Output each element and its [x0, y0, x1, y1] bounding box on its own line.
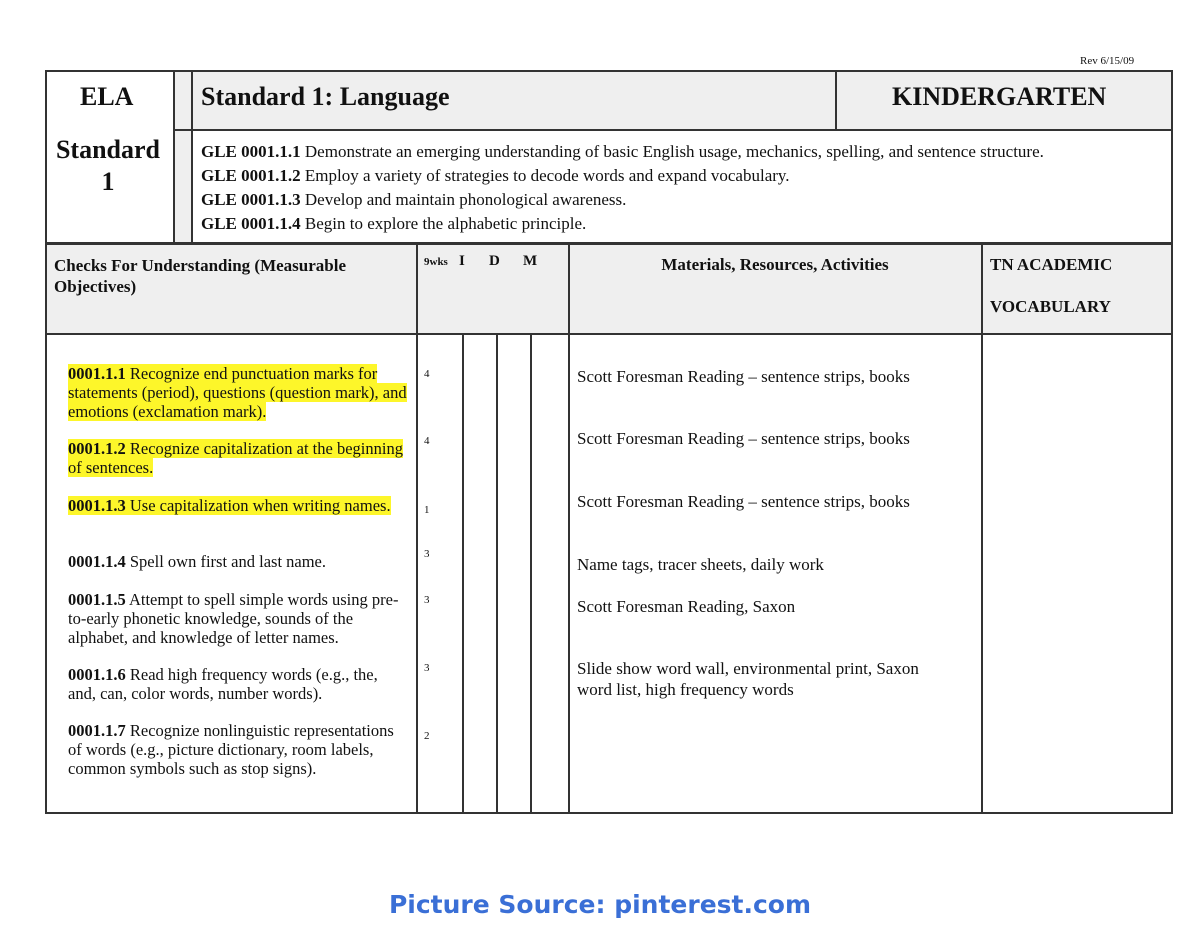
objective-item	[68, 590, 408, 647]
objective-code: 0001.1.5	[68, 590, 126, 609]
gle-code: GLE 0001.1.2	[201, 166, 301, 185]
spacer-column	[175, 72, 191, 242]
nine-weeks-value: 3	[424, 662, 430, 674]
gle-list	[201, 140, 1044, 236]
materials-header: Materials, Resources, Activities	[661, 255, 889, 274]
objective-item	[68, 552, 408, 571]
objective-text: Spell own first and last name.	[125, 552, 327, 571]
objective-code: 0001.1.3	[68, 496, 126, 515]
nine-weeks-value: 3	[424, 594, 430, 606]
objective-item	[68, 364, 408, 421]
gle-text: Develop and maintain phonological awareness.	[300, 190, 627, 209]
nine-weeks-value: 4	[424, 368, 430, 380]
nine-weeks-header: 9wks	[424, 256, 448, 268]
introduce-header: I	[459, 253, 465, 269]
materials-item: Name tags, tracer sheets, daily work	[577, 555, 824, 574]
gle-item	[201, 140, 1044, 164]
subject-title: ELA	[80, 82, 134, 111]
gle-text: Begin to explore the alphabetic principle.	[300, 214, 587, 233]
materials-item: Scott Foresman Reading – sentence strips, books	[577, 492, 910, 511]
develop-header: D	[489, 253, 500, 269]
objective-item	[68, 721, 408, 778]
tn-academic-header: TN ACADEMIC	[990, 255, 1113, 274]
objective-code: 0001.1.6	[68, 665, 126, 684]
objective-text: Recognize capitalization at the beginning of sentences.	[68, 439, 403, 477]
standard-title: Standard 1: Language	[201, 82, 450, 111]
objective-text: Use capitalization when writing names.	[125, 496, 391, 515]
materials-item: Scott Foresman Reading – sentence strips, books	[577, 429, 910, 448]
gle-code: GLE 0001.1.3	[201, 190, 301, 209]
objective-item	[68, 496, 408, 515]
gle-item	[201, 188, 1044, 212]
gle-code: GLE 0001.1.1	[201, 142, 301, 161]
objective-item	[68, 665, 408, 703]
revision-date: Rev 6/15/09	[1080, 55, 1135, 67]
nine-weeks-value: 2	[424, 730, 430, 742]
objective-text: Read high frequency words (e.g., the, and, can, color words, number words).	[68, 665, 378, 703]
vocabulary-header: VOCABULARY	[990, 297, 1111, 316]
materials-item: Slide show word wall, environmental print, Saxon word list, high frequency words	[577, 659, 919, 699]
standard-number: 1	[101, 167, 115, 196]
objective-text: Recognize end punctuation marks for statements (period), questions (question mark), and emotions (exclamation mark).	[68, 364, 407, 421]
materials-item: Scott Foresman Reading, Saxon	[577, 597, 796, 616]
gle-text: Employ a variety of strategies to decode words and expand vocabulary.	[300, 166, 790, 185]
standard-label	[54, 134, 162, 198]
nine-weeks-value: 1	[424, 504, 430, 516]
picture-source-caption: Picture Source: pinterest.com	[388, 890, 812, 919]
standard-label-text: Standard	[55, 135, 161, 164]
nine-weeks-value: 3	[424, 548, 430, 560]
checks-header: Checks For Understanding (Measurable Objectives)	[54, 256, 346, 296]
materials-item: Scott Foresman Reading – sentence strips, books	[577, 367, 910, 386]
nine-weeks-value: 4	[424, 435, 430, 447]
objective-code: 0001.1.4	[68, 552, 126, 571]
objective-code: 0001.1.7	[68, 721, 126, 740]
objective-code: 0001.1.2	[68, 439, 126, 458]
gle-item	[201, 212, 1044, 236]
grade-title: KINDERGARTEN	[892, 82, 1107, 111]
master-header: M	[523, 253, 538, 269]
objective-text: Recognize nonlinguistic representations of words (e.g., picture dictionary, room labels, common symbols such as stop signs).	[68, 721, 394, 778]
objective-item	[68, 439, 408, 477]
gle-text: Demonstrate an emerging understanding of basic English usage, mechanics, spelling, and sentence structure.	[300, 142, 1044, 161]
gle-item	[201, 164, 1044, 188]
objective-text: Attempt to spell simple words using pre-to-early phonetic knowledge, sounds of the alphabet, and knowledge of letter names.	[68, 590, 399, 647]
objective-code: 0001.1.1	[68, 364, 126, 383]
gle-code: GLE 0001.1.4	[201, 214, 301, 233]
